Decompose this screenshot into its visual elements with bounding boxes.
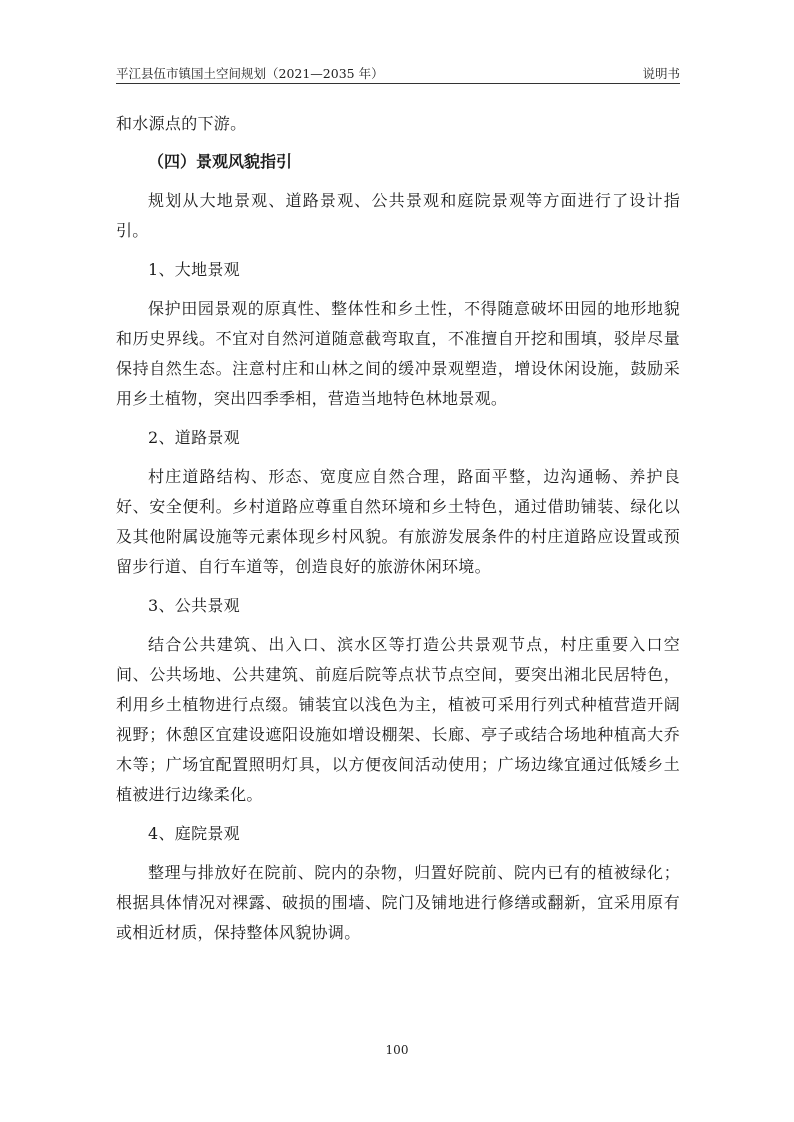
section-heading: （四）景观风貌指引 [148,152,293,171]
subsection-text-road: 村庄道路结构、形态、宽度应自然合理，路面平整，边沟通畅、养护良好、安全便利。乡村道路应尊重自然环境和乡土特色，通过借助铺装、绿化以及其他附属设施等元素体现乡村风貌。有旅游发展条件的村庄道路应设置或预留步行道、自行车道等，创造良好的旅游休闲环境。 [116,467,680,576]
page-body [116,108,680,956]
continuation-paragraph: 和水源点的下游。 [116,114,247,133]
subsection-text-landscape: 保护田园景观的原真性、整体性和乡土性，不得随意破坏田园的地形地貌和历史界线。不宜对自然河道随意截弯取直，不准擅自开挖和围填，驳岸尽量保持自然生态。注意村庄和山林之间的缓冲景观塑造，增设休闲设施，鼓励采用乡土植物，突出四季季相，营造当地特色林地景观。 [116,299,680,408]
subsection-heading-landscape: 1、大地景观 [148,260,240,279]
header-divider [116,83,680,84]
subsection-text-courtyard: 整理与排放好在院前、院内的杂物，归置好院前、院内已有的植被绿化；根据具体情况对裸露、破损的围墙、院门及铺地进行修缮或翻新，宜采用原有或相近材质，保持整体风貌协调。 [116,863,680,942]
subsection-heading-courtyard: 4、庭院景观 [148,824,240,843]
page-number: 100 [385,1043,409,1057]
document-title: 平江县伍市镇国土空间规划（2021—2035 年） [116,66,384,81]
subsection-heading-public: 3、公共景观 [148,596,240,615]
page-header [116,66,680,82]
document-type: 说明书 [642,66,680,81]
subsection-heading-road: 2、道路景观 [148,428,240,447]
intro-paragraph: 规划从大地景观、道路景观、公共景观和庭院景观等方面进行了设计指引。 [116,191,680,240]
subsection-text-public: 结合公共建筑、出入口、滨水区等打造公共景观节点，村庄重要入口空间、公共场地、公共建筑、前庭后院等点状节点空间，要突出湘北民居特色，利用乡土植物进行点缀。铺装宜以浅色为主，植被可采用行列式种植营造开阔视野；休憩区宜建设遮阳设施如增设棚架、长廊、亭子或结合场地种植高大乔木等；广场宜配置照明灯具，以方便夜间活动使用；广场边缘宜通过低矮乡土植被进行边缘柔化。 [116,635,680,804]
